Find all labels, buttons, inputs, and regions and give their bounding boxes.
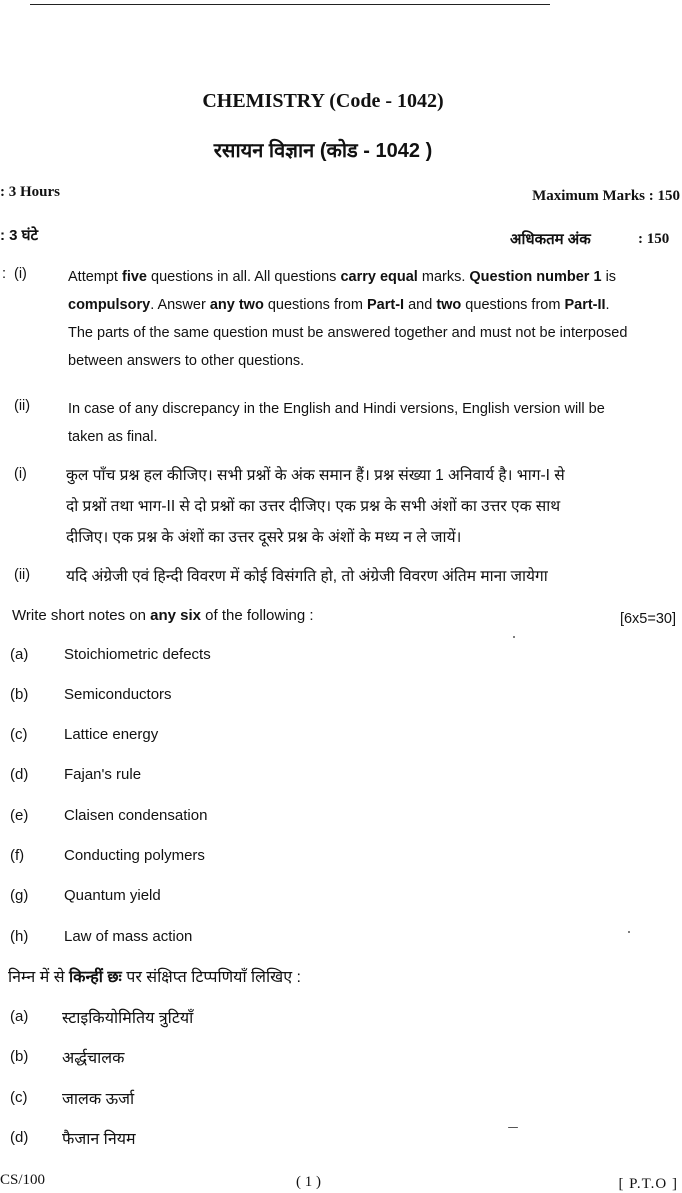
time-english: : 3 Hours <box>0 184 60 200</box>
instruction-en-1-line-4: between answers to other questions. <box>68 353 305 369</box>
question-prompt: Write short notes on any six of the following : <box>12 607 314 624</box>
item-en-a-text: Stoichiometric defects <box>64 646 211 663</box>
max-marks-hindi-label: अधिकतम अंक <box>510 231 591 248</box>
item-en-b-label: (b) <box>10 686 29 703</box>
item-en-d-text: Fajan's rule <box>64 766 142 783</box>
time-hindi: : 3 घंटे <box>0 227 39 244</box>
scan-speck <box>513 636 515 638</box>
instructions-lead-marker: : <box>2 266 7 282</box>
item-hi-d-label: (d) <box>10 1129 29 1146</box>
item-en-e-label: (e) <box>10 807 29 824</box>
instruction-hi-2-number: (ii) <box>14 567 31 583</box>
item-hi-a-label: (a) <box>10 1008 29 1025</box>
scan-speck <box>628 931 630 933</box>
instruction-hi-1-line-2: दो प्रश्नों तथा भाग-II से दो प्रश्नों का उत्तर दीजिए। एक प्रश्न के सभी अंशों का उत्तर एक साथ <box>66 498 561 515</box>
item-en-c-label: (c) <box>10 726 28 743</box>
footer-page-number: ( 1 ) <box>296 1174 321 1190</box>
instruction-hi-1 <box>66 460 565 553</box>
item-hi-c-label: (c) <box>10 1089 28 1106</box>
item-en-g-label: (g) <box>10 887 29 904</box>
item-en-e-text: Claisen condensation <box>64 807 208 824</box>
instruction-en-1 <box>68 263 627 375</box>
item-en-c-text: Lattice energy <box>64 726 159 743</box>
item-en-f-text: Conducting polymers <box>64 847 205 864</box>
item-hi-b-label: (b) <box>10 1048 29 1065</box>
instruction-hi-1-number: (i) <box>14 466 27 482</box>
instruction-en-1-number: (i) <box>14 266 27 282</box>
question-prompt-hindi: निम्न में से किन्हीं छः पर संक्षिप्त टिप्पणियाँ लिखिए : <box>8 969 301 986</box>
instruction-hi-2-line-1: यदि अंग्रेजी एवं हिन्दी विवरण में कोई विसंगति हो, तो अंग्रेजी विवरण अंतिम माना जायेगा <box>66 568 548 585</box>
instruction-en-2 <box>68 395 605 451</box>
item-hi-d-text: फैजान नियम <box>62 1131 136 1148</box>
item-en-h-text: Law of mass action <box>64 928 193 945</box>
item-en-h-label: (h) <box>10 928 29 945</box>
footer-paper-code: CS/100 <box>0 1172 46 1188</box>
footer-pto: [ P.T.O ] <box>618 1176 678 1192</box>
item-en-g-text: Quantum yield <box>64 887 161 904</box>
instruction-en-1-line-1: Attempt five questions in all. All questions carry equal marks. Question number 1 is <box>68 269 617 285</box>
instruction-en-1-line-3: The parts of the same question must be answered together and must not be interposed <box>68 325 628 341</box>
instruction-en-2-line-1: In case of any discrepancy in the English and Hindi versions, English version will be <box>68 401 605 417</box>
paper-title-hindi: रसायन विज्ञान (कोड - 1042 ) <box>213 140 433 162</box>
scan-speck <box>508 1127 518 1128</box>
item-hi-b-text: अर्द्धचालक <box>62 1050 125 1067</box>
paper-title-english: CHEMISTRY (Code - 1042) <box>202 90 444 112</box>
instruction-hi-1-line-3: दीजिए। एक प्रश्न के अंशों का उत्तर दूसरे प्रश्न के अंशों के मध्य न ले जायें। <box>66 529 462 546</box>
item-hi-a-text: स्टाइकियोमितिय त्रुटियाँ <box>62 1010 194 1027</box>
instruction-hi-2 <box>66 561 548 592</box>
item-en-f-label: (f) <box>10 847 25 864</box>
instruction-en-1-line-2: compulsory. Answer any two questions from Part-I and two questions from Part-II. <box>68 297 610 313</box>
instruction-hi-1-line-1: कुल पाँच प्रश्न हल कीजिए। सभी प्रश्नों के अंक समान हैं। प्रश्न संख्या 1 अनिवार्य है। भाग-I से <box>66 467 565 484</box>
item-en-d-label: (d) <box>10 766 29 783</box>
item-en-b-text: Semiconductors <box>64 686 172 703</box>
max-marks-hindi-value: : 150 <box>638 231 670 247</box>
item-en-a-label: (a) <box>10 646 29 663</box>
max-marks-english: Maximum Marks : 150 <box>532 188 680 204</box>
item-hi-c-text: जालक ऊर्जा <box>62 1091 135 1108</box>
instruction-en-2-line-2: taken as final. <box>68 429 158 445</box>
top-rule <box>30 4 550 5</box>
instruction-en-2-number: (ii) <box>14 398 31 414</box>
question-marks: [6x5=30] <box>619 611 676 627</box>
